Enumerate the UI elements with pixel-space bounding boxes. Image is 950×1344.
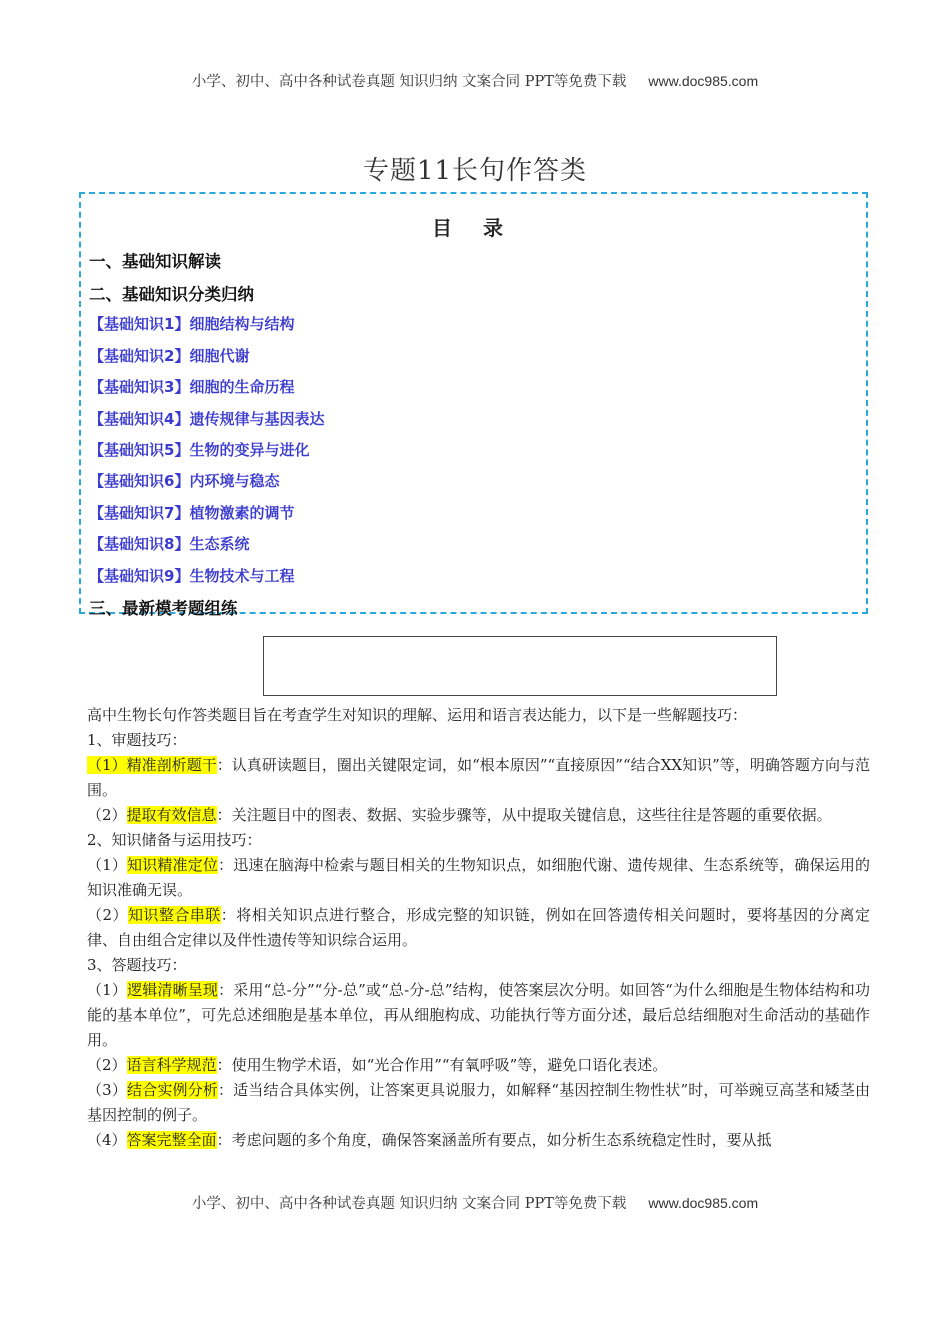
tip-text: ：使用生物学术语，如“光合作用”“有氧呼吸”等，避免口语化表述。 — [216, 1056, 668, 1074]
footer-site-link[interactable]: www.doc985.com — [648, 1195, 759, 1211]
tip-text: ：考虑问题的多个角度，确保答案涵盖所有要点，如分析生态系统稳定性时，要从抵 — [216, 1131, 772, 1149]
tip-text: ：迅速在脑海中检索与题目相关的生物知识点，如细胞代谢、遗传规律、生态系统等，确保运用的知识准确无误。 — [87, 856, 870, 899]
toc-item-6[interactable]: 【基础知识6】内环境与稳态 — [89, 472, 280, 490]
toc-item-5[interactable]: 【基础知识5】生物的变异与进化 — [89, 441, 310, 459]
intro-paragraph: 高中生物长句作答类题目旨在考查学生对知识的理解、运用和语言表达能力，以下是一些解题技巧： — [87, 706, 748, 724]
toc-section-3[interactable]: 三、最新模考题组练 — [89, 599, 238, 618]
toc-section-1[interactable]: 一、基础知识解读 — [89, 252, 221, 271]
toc-item-8[interactable]: 【基础知识8】生态系统 — [89, 535, 250, 553]
section-heading-1: 1、审题技巧： — [87, 731, 187, 749]
tip-text: ：采用“总-分”“分-总”或“总-分-总”结构，使答案层次分明。如回答“为什么细胞是生物体结构和功能的基本单位”，可先总述细胞是基本单位，再从细胞构成、功能执行等方面分述，最后总结细胞对生命活动的基础作用。 — [87, 981, 870, 1049]
tip-keyword: （1）精准剖析题干 — [87, 756, 217, 774]
tip-keyword: 语言科学规范 — [126, 1056, 217, 1074]
toc-item-9[interactable]: 【基础知识9】生物技术与工程 — [89, 567, 295, 585]
tip-paragraph-1-1 — [87, 753, 870, 803]
tip-keyword: 逻辑清晰呈现 — [127, 981, 219, 999]
tip-keyword: 提取有效信息 — [126, 806, 217, 824]
toc-item-2[interactable]: 【基础知识2】细胞代谢 — [89, 347, 250, 365]
tip-text: ：认真研读题目，圈出关键限定词，如“根本原因”“直接原因”“结合XX知识”等，明确答题方向与范围。 — [87, 756, 870, 799]
tip-paragraph-2-2 — [87, 903, 870, 953]
page-footer — [0, 1192, 950, 1213]
tip-number: （2） — [87, 1056, 127, 1074]
tip-number: （4） — [87, 1131, 127, 1149]
tip-keyword: 知识整合串联 — [127, 906, 221, 924]
tip-paragraph-3-3 — [87, 1078, 870, 1128]
toc-item-4[interactable]: 【基础知识4】遗传规律与基因表达 — [89, 410, 325, 428]
tip-paragraph-2-1 — [87, 853, 870, 903]
empty-frame — [263, 636, 777, 696]
tip-paragraph-3-1 — [87, 978, 870, 1053]
tip-number: （3） — [87, 1081, 128, 1099]
tip-paragraph-3-2 — [87, 1053, 870, 1078]
tip-paragraph-1-2 — [87, 803, 870, 828]
header-site-link[interactable]: www.doc985.com — [648, 73, 759, 89]
table-of-contents — [79, 192, 868, 618]
section-heading-2: 2、知识储备与运用技巧： — [87, 831, 262, 849]
section-heading-3: 3、答题技巧： — [87, 956, 187, 974]
page-title: 专题11长句作答类 — [362, 156, 588, 186]
toc-item-1[interactable]: 【基础知识1】细胞结构与结构 — [89, 315, 295, 333]
header-text: 小学、初中、高中各种试卷真题 知识归纳 文案合同 PPT等免费下载 — [191, 74, 627, 90]
tip-number: （1） — [87, 981, 128, 999]
toc-item-3[interactable]: 【基础知识3】细胞的生命历程 — [89, 378, 295, 396]
tip-number: （1） — [87, 856, 128, 874]
tip-keyword: 结合实例分析 — [127, 1081, 218, 1099]
body-text — [87, 703, 870, 1153]
tip-keyword: 答案完整全面 — [126, 1131, 217, 1149]
tip-paragraph-3-4 — [87, 1128, 870, 1153]
toc-heading: 目 录 — [432, 216, 515, 240]
tip-text: ：关注题目中的图表、数据、实验步骤等，从中提取关键信息，这些往往是答题的重要依据。 — [216, 806, 832, 824]
footer-text: 小学、初中、高中各种试卷真题 知识归纳 文案合同 PPT等免费下载 — [191, 1196, 627, 1212]
tip-text: ：将相关知识点进行整合，形成完整的知识链，例如在回答遗传相关问题时，要将基因的分离定律、自由组合定律以及伴性遗传等知识综合运用。 — [87, 906, 870, 949]
page-header — [0, 70, 950, 91]
toc-section-2[interactable]: 二、基础知识分类归纳 — [89, 285, 254, 304]
tip-number: （2） — [87, 906, 128, 924]
tip-text: ：适当结合具体实例，让答案更具说服力，如解释“基因控制生物性状”时，可举豌豆高茎和矮茎由基因控制的例子。 — [87, 1081, 870, 1124]
tip-number: （2） — [87, 806, 127, 824]
tip-keyword: 知识精准定位 — [127, 856, 219, 874]
toc-item-7[interactable]: 【基础知识7】植物激素的调节 — [89, 504, 295, 522]
